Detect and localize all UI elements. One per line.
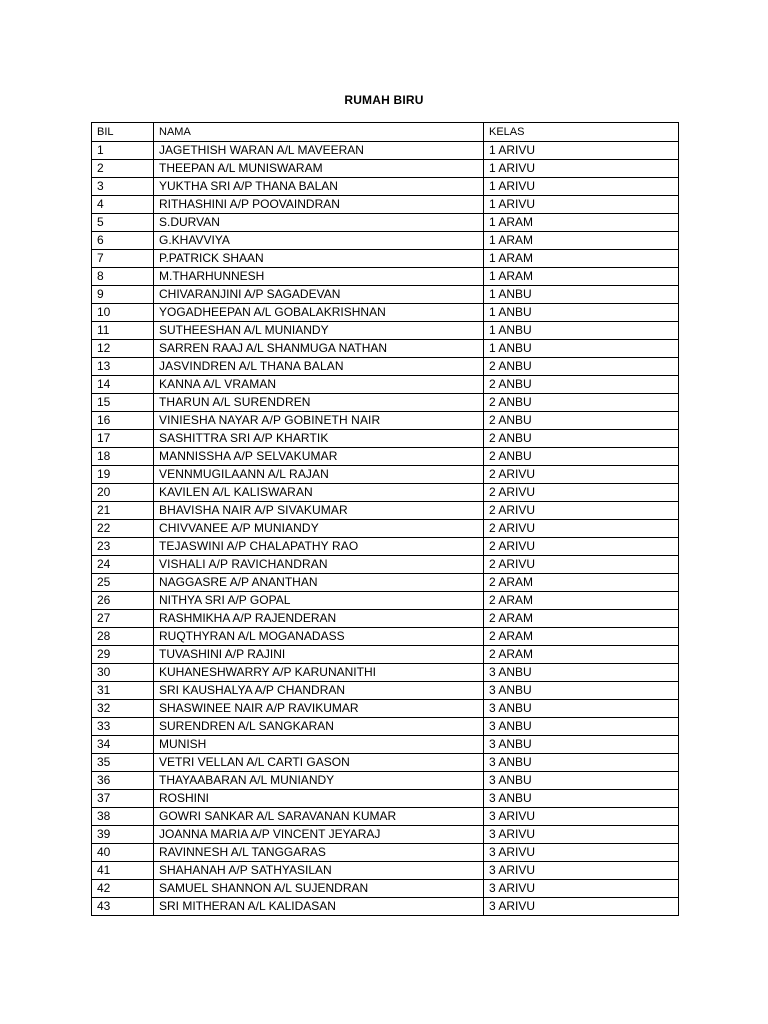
cell-nama: VINIESHA NAYAR A/P GOBINETH NAIR [154,412,484,430]
table-row [92,646,679,664]
cell-bil: 35 [92,754,154,772]
cell-kelas: 2 ARIVU [484,538,679,556]
cell-bil: 25 [92,574,154,592]
header-kelas: KELAS [484,123,679,142]
table-row [92,142,679,160]
cell-kelas: 3 ANBU [484,682,679,700]
cell-nama: SURENDREN A/L SANGKARAN [154,718,484,736]
table-row [92,556,679,574]
cell-nama: KUHANESHWARRY A/P KARUNANITHI [154,664,484,682]
table-row [92,232,679,250]
cell-kelas: 3 ARIVU [484,898,679,916]
cell-bil: 5 [92,214,154,232]
cell-bil: 14 [92,376,154,394]
cell-nama: BHAVISHA NAIR A/P SIVAKUMAR [154,502,484,520]
cell-kelas: 1 ARAM [484,232,679,250]
table-row [92,322,679,340]
cell-kelas: 2 ARAM [484,646,679,664]
cell-bil: 36 [92,772,154,790]
cell-bil: 39 [92,826,154,844]
table-row [92,664,679,682]
cell-kelas: 3 ARIVU [484,826,679,844]
table-row [92,700,679,718]
cell-bil: 6 [92,232,154,250]
cell-bil: 29 [92,646,154,664]
cell-kelas: 1 ARAM [484,250,679,268]
cell-kelas: 3 ARIVU [484,880,679,898]
cell-kelas: 2 ARIVU [484,520,679,538]
cell-nama: SHASWINEE NAIR A/P RAVIKUMAR [154,700,484,718]
table-row [92,772,679,790]
table-row [92,448,679,466]
table-row [92,340,679,358]
cell-kelas: 3 ARIVU [484,862,679,880]
cell-kelas: 1 ARIVU [484,142,679,160]
cell-kelas: 3 ANBU [484,754,679,772]
cell-nama: JAGETHISH WARAN A/L MAVEERAN [154,142,484,160]
table-row [92,286,679,304]
cell-bil: 17 [92,430,154,448]
table-body [92,142,679,916]
cell-bil: 20 [92,484,154,502]
cell-nama: MUNISH [154,736,484,754]
table-row [92,844,679,862]
table-row [92,250,679,268]
cell-nama: ROSHINI [154,790,484,808]
table-header [92,123,679,142]
cell-kelas: 2 ARIVU [484,466,679,484]
cell-kelas: 3 ANBU [484,736,679,754]
cell-kelas: 1 ARIVU [484,160,679,178]
cell-nama: JOANNA MARIA A/P VINCENT JEYARAJ [154,826,484,844]
cell-kelas: 3 ANBU [484,664,679,682]
cell-nama: RUQTHYRAN A/L MOGANADASS [154,628,484,646]
cell-nama: SARREN RAAJ A/L SHANMUGA NATHAN [154,340,484,358]
cell-bil: 32 [92,700,154,718]
cell-kelas: 3 ANBU [484,772,679,790]
cell-kelas: 2 ARAM [484,592,679,610]
cell-kelas: 2 ARIVU [484,502,679,520]
table-row [92,160,679,178]
cell-nama: VETRI VELLAN A/L CARTI GASON [154,754,484,772]
header-row [92,123,679,142]
cell-bil: 9 [92,286,154,304]
cell-kelas: 2 ANBU [484,376,679,394]
cell-bil: 28 [92,628,154,646]
cell-nama: CHIVVANEE A/P MUNIANDY [154,520,484,538]
cell-nama: VISHALI A/P RAVICHANDRAN [154,556,484,574]
cell-kelas: 2 ANBU [484,412,679,430]
cell-bil: 30 [92,664,154,682]
cell-bil: 31 [92,682,154,700]
cell-nama: SASHITTRA SRI A/P KHARTIK [154,430,484,448]
table-row [92,178,679,196]
cell-bil: 27 [92,610,154,628]
cell-nama: NAGGASRE A/P ANANTHAN [154,574,484,592]
table-row [92,592,679,610]
cell-kelas: 1 ARAM [484,214,679,232]
cell-nama: JASVINDREN A/L THANA BALAN [154,358,484,376]
cell-kelas: 3 ANBU [484,790,679,808]
cell-kelas: 1 ANBU [484,304,679,322]
table-row [92,466,679,484]
cell-bil: 18 [92,448,154,466]
cell-bil: 15 [92,394,154,412]
table-row [92,574,679,592]
cell-bil: 37 [92,790,154,808]
cell-kelas: 2 ANBU [484,448,679,466]
table-row [92,754,679,772]
table-row [92,376,679,394]
cell-bil: 23 [92,538,154,556]
cell-nama: CHIVARANJINI A/P SAGADEVAN [154,286,484,304]
cell-nama: RITHASHINI A/P POOVAINDRAN [154,196,484,214]
cell-bil: 10 [92,304,154,322]
table-row [92,502,679,520]
cell-kelas: 2 ANBU [484,430,679,448]
cell-nama: SUTHEESHAN A/L MUNIANDY [154,322,484,340]
table-row [92,358,679,376]
cell-kelas: 3 ANBU [484,700,679,718]
cell-kelas: 2 ANBU [484,394,679,412]
cell-bil: 2 [92,160,154,178]
cell-nama: M.THARHUNNESH [154,268,484,286]
table-row [92,538,679,556]
cell-bil: 12 [92,340,154,358]
cell-bil: 43 [92,898,154,916]
cell-bil: 38 [92,808,154,826]
cell-kelas: 3 ARIVU [484,808,679,826]
cell-kelas: 2 ARIVU [484,484,679,502]
cell-kelas: 1 ARAM [484,268,679,286]
cell-nama: KANNA A/L VRAMAN [154,376,484,394]
table-row [92,430,679,448]
table-row [92,412,679,430]
table-row [92,268,679,286]
cell-bil: 4 [92,196,154,214]
cell-bil: 13 [92,358,154,376]
table-row [92,880,679,898]
cell-nama: TUVASHINI A/P RAJINI [154,646,484,664]
cell-nama: SRI KAUSHALYA A/P CHANDRAN [154,682,484,700]
cell-bil: 7 [92,250,154,268]
cell-bil: 3 [92,178,154,196]
table-row [92,718,679,736]
cell-nama: THEEPAN A/L MUNISWARAM [154,160,484,178]
cell-kelas: 2 ARAM [484,574,679,592]
cell-nama: YOGADHEEPAN A/L GOBALAKRISHNAN [154,304,484,322]
cell-bil: 19 [92,466,154,484]
table-row [92,682,679,700]
cell-bil: 40 [92,844,154,862]
cell-kelas: 3 ANBU [484,718,679,736]
cell-bil: 1 [92,142,154,160]
cell-nama: TEJASWINI A/P CHALAPATHY RAO [154,538,484,556]
cell-bil: 24 [92,556,154,574]
cell-nama: KAVILEN A/L KALISWARAN [154,484,484,502]
table-row [92,196,679,214]
cell-kelas: 2 ARIVU [484,556,679,574]
cell-bil: 16 [92,412,154,430]
header-bil: BIL [92,123,154,142]
cell-bil: 41 [92,862,154,880]
table-row [92,610,679,628]
cell-nama: NITHYA SRI A/P GOPAL [154,592,484,610]
cell-bil: 42 [92,880,154,898]
cell-nama: P.PATRICK SHAAN [154,250,484,268]
cell-kelas: 3 ARIVU [484,844,679,862]
cell-bil: 21 [92,502,154,520]
cell-bil: 33 [92,718,154,736]
student-roster-table [91,122,679,916]
cell-nama: RASHMIKHA A/P RAJENDERAN [154,610,484,628]
cell-nama: THARUN A/L SURENDREN [154,394,484,412]
cell-bil: 8 [92,268,154,286]
cell-kelas: 1 ANBU [484,286,679,304]
table-row [92,862,679,880]
cell-bil: 22 [92,520,154,538]
table-row [92,628,679,646]
table-row [92,808,679,826]
table-row [92,394,679,412]
table-row [92,790,679,808]
cell-kelas: 1 ARIVU [484,196,679,214]
table-row [92,484,679,502]
table-row [92,736,679,754]
cell-nama: S.DURVAN [154,214,484,232]
header-nama: NAMA [154,123,484,142]
cell-nama: SHAHANAH A/P SATHYASILAN [154,862,484,880]
cell-kelas: 2 ARAM [484,610,679,628]
cell-nama: YUKTHA SRI A/P THANA BALAN [154,178,484,196]
cell-kelas: 1 ANBU [484,340,679,358]
cell-nama: SRI MITHERAN A/L KALIDASAN [154,898,484,916]
cell-kelas: 2 ANBU [484,358,679,376]
cell-nama: RAVINNESH A/L TANGGARAS [154,844,484,862]
table-row [92,898,679,916]
cell-bil: 26 [92,592,154,610]
cell-nama: THAYAABARAN A/L MUNIANDY [154,772,484,790]
table-row [92,826,679,844]
cell-nama: GOWRI SANKAR A/L SARAVANAN KUMAR [154,808,484,826]
cell-bil: 34 [92,736,154,754]
table-row [92,520,679,538]
cell-nama: MANNISSHA A/P SELVAKUMAR [154,448,484,466]
cell-nama: G.KHAVVIYA [154,232,484,250]
cell-kelas: 1 ANBU [484,322,679,340]
cell-bil: 11 [92,322,154,340]
table-row [92,214,679,232]
cell-kelas: 2 ARAM [484,628,679,646]
cell-nama: SAMUEL SHANNON A/L SUJENDRAN [154,880,484,898]
cell-kelas: 1 ARIVU [484,178,679,196]
table-row [92,304,679,322]
cell-nama: VENNMUGILAANN A/L RAJAN [154,466,484,484]
document-title: RUMAH BIRU [344,93,424,107]
